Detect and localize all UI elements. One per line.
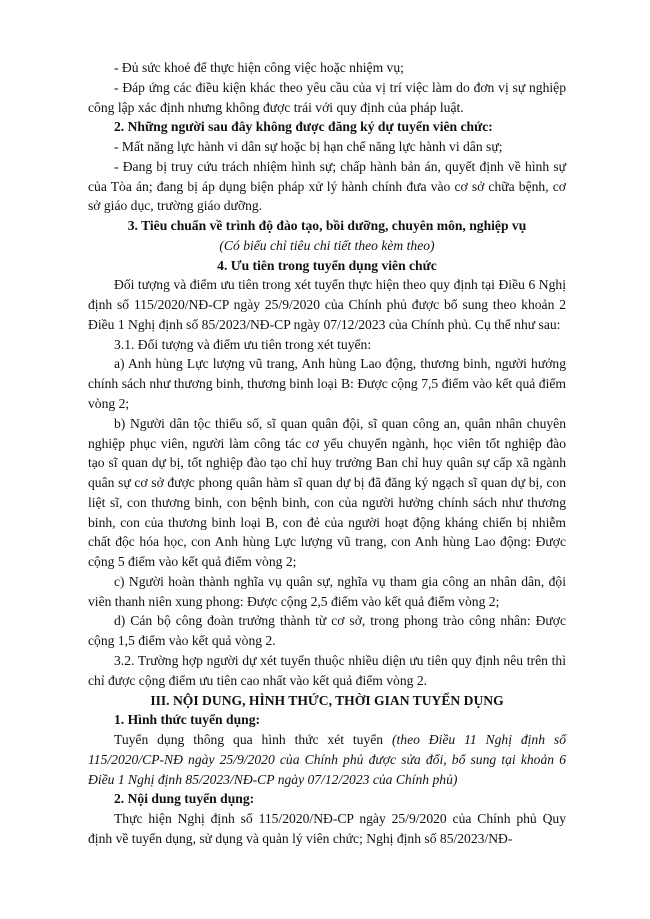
heading-section-4: 4. Ưu tiên trong tuyển dụng viên chức [217,257,437,273]
heading-section-iii: III. NỘI DUNG, HÌNH THỨC, THỜI GIAN TUYỂN DỤNG [150,692,504,708]
paragraph-civil-capacity: - Mất năng lực hành vi dân sự hoặc bị hạn chế năng lực hành vi dân sự; [114,139,503,155]
paragraph-3-1-heading: 3.1. Đối tượng và điểm ưu tiên trong xét tuyển: [114,336,372,352]
paragraph-recruitment-content-body: Thực hiện Nghị định số 115/2020/NĐ-CP ngày 25/9/2020 của Chính phủ Quy định về tuyển dụng, sử dụng và quản lý viên chức; Nghị định số 85/2023/NĐ- [88,811,566,846]
paragraph-criminal-liability: - Đang bị truy cứu trách nhiệm hình sự; chấp hành bản án, quyết định về hình sự của Tòa án; đang bị áp dụng biện pháp xử lý hành chính đưa vào cơ sở chữa bệnh, cơ sở giáo dục, trường giáo dưỡng. [88,158,566,214]
recruitment-form-text-plain: Tuyển dụng thông qua hình thức xét tuyển [114,732,392,748]
paragraph-priority-c: c) Người hoàn thành nghĩa vụ quân sự, nghĩa vụ tham gia công an nhân dân, đội viên thanh niên xung phong: Được cộng 2,5 điểm vào kết quả điểm vòng 2; [88,573,566,609]
heading-section-3: 3. Tiêu chuẩn về trình độ đào tạo, bồi dưỡng, chuyên môn, nghiệp vụ [127,218,527,234]
paragraph-recruitment-form-body [88,730,566,789]
paragraph-other-conditions: - Đáp ứng các điều kiện khác theo yêu cầu của vị trí việc làm do đơn vị sự nghiệp công lập xác định nhưng không được trái với quy định của pháp luật. [88,79,566,115]
paragraph-priority-a: a) Anh hùng Lực lượng vũ trang, Anh hùng Lao động, thương binh, người hưởng chính sách như thương binh, thương binh loại B: Được cộng 7,5 điểm vào kết quả điểm vòng 2; [88,356,566,412]
heading-section-2: 2. Những người sau đây không được đăng ký dự tuyển viên chức: [114,119,493,135]
paragraph-priority-b: b) Người dân tộc thiểu số, sĩ quan quân đội, sĩ quan công an, quân nhân chuyên nghiệp phục viên, người làm công tác cơ yếu chuyển ngành, học viên tốt nghiệp đào tạo sĩ quan dự bị, tốt nghiệp đào tạo chỉ huy trưởng Ban chỉ huy quân sự cấp xã ngành quân sự cơ sở được phong quân hàm sĩ quan dự bị đã đăng ký ngạch sĩ quan dự bị, con liệt sĩ, con thương binh, con bệnh binh, con của người hưởng chính sách như thương binh, con của thương binh loại B, con đẻ của người hoạt động kháng chiến bị nhiễm chất độc hóa học, con Anh hùng Lực lượng vũ trang, con Anh hùng Lao động: Được cộng 5 điểm vào kết quả điểm vòng 2; [88,415,566,570]
heading-recruitment-content: 2. Nội dung tuyển dụng: [114,791,255,807]
recruitment-form-text-italic: (theo Điều 11 Nghị định số 115/2020/CP-NĐ ngày 25/9/2020 của Chính phủ được sửa đổi, bổ sung tại khoản 6 Điều 1 Nghị định 85/2023/NĐ-CP ngày 07/12/2023 của Chính phủ) [88,732,566,787]
heading-recruitment-form: 1. Hình thức tuyển dụng: [114,712,261,728]
note-detailed-table: (Có biểu chỉ tiêu chi tiết theo kèm theo) [219,237,435,253]
document-body [88,58,566,849]
paragraph-priority-intro: Đối tượng và điểm ưu tiên trong xét tuyển thực hiện theo quy định tại Điều 6 Nghị định số 115/2020/NĐ-CP ngày 25/9/2020 của Chính phủ được bổ sung theo khoản 2 Điều 1 Nghị định số 85/2023/NĐ-CP ngày 07/12/2023 của Chính phủ. Cụ thể như sau: [88,277,566,332]
paragraph-3-2: 3.2. Trường hợp người dự xét tuyển thuộc nhiều diện ưu tiên quy định nêu trên thì chỉ được cộng điểm ưu tiên cao nhất vào kết quả điểm vòng 2. [88,652,566,688]
paragraph-priority-d: d) Cán bộ công đoàn trưởng thành từ cơ sở, trong phong trào công nhân: Được cộng 1,5 điểm vào kết quả vòng 2. [88,613,566,649]
paragraph-health-requirement: - Đủ sức khoẻ để thực hiện công việc hoặc nhiệm vụ; [114,60,404,75]
